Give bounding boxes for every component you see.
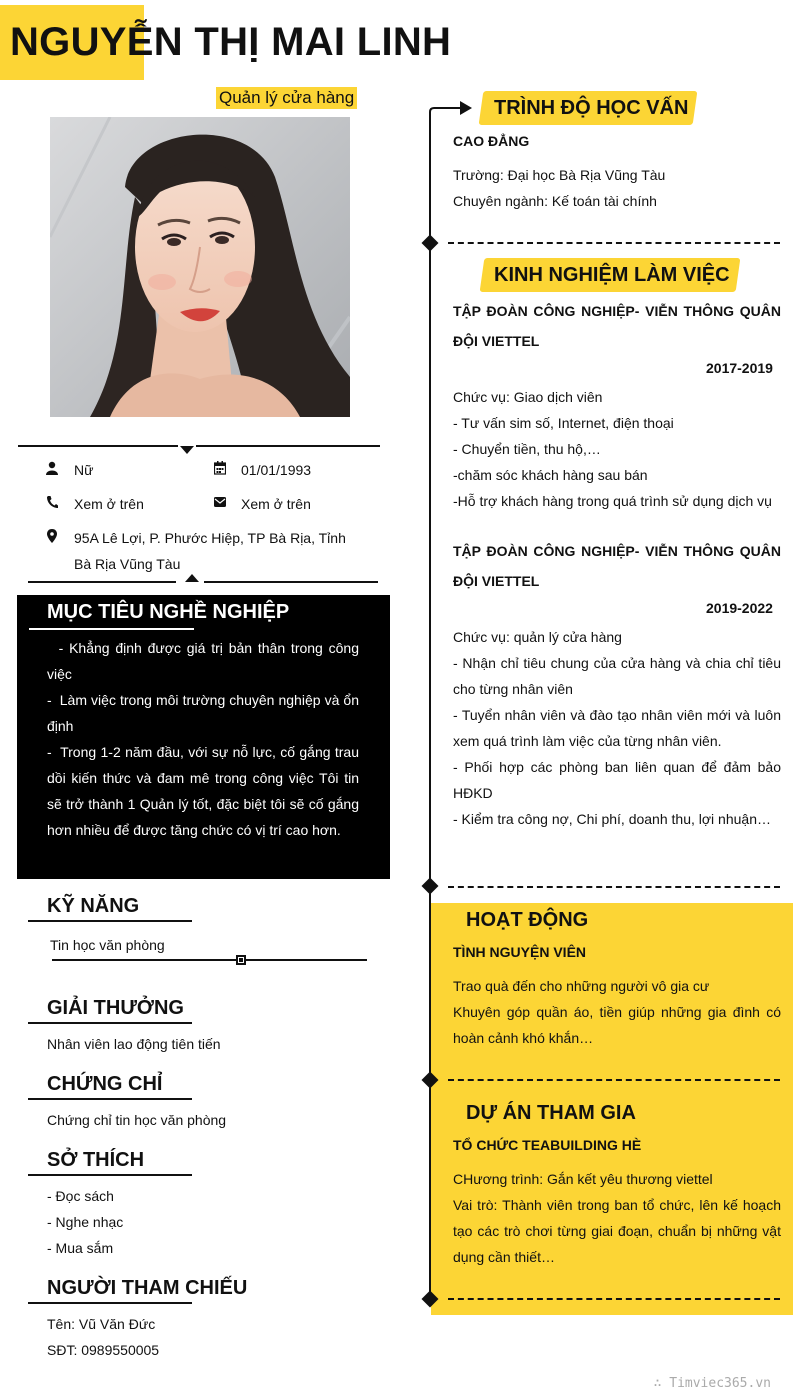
projects-title: DỰ ÁN THAM GIA	[466, 1102, 636, 1124]
skills-underline	[28, 920, 192, 922]
job-1-line: - Chuyển tiền, thu hộ,…	[453, 441, 601, 457]
user-icon	[46, 461, 58, 475]
phone-icon	[46, 495, 58, 509]
education-major: Chuyên ngành: Kế toán tài chính	[453, 193, 657, 209]
awards-title: GIẢI THƯỞNG	[47, 997, 184, 1019]
job-1-company: TẬP ĐOÀN CÔNG NGHIỆP- VIỄN THÔNG QUÂN ĐỘI VIETTEL	[453, 303, 781, 349]
hobby-item: - Đọc sách	[47, 1188, 114, 1204]
timeline-separator	[448, 1079, 780, 1081]
email-value: Xem ở trên	[241, 496, 311, 512]
job-2-line: - Nhận chỉ tiêu chung của cửa hàng và chia chỉ tiêu cho từng nhân viên	[453, 655, 781, 697]
experience-title: KINH NGHIỆM LÀM VIỆC	[494, 264, 730, 286]
job-1-line: Chức vụ: Giao dịch viên	[453, 389, 603, 405]
project-line: CHương trình: Gắn kết yêu thương viettel	[453, 1171, 713, 1187]
phone-value: Xem ở trên	[74, 496, 144, 512]
awards-underline	[28, 1022, 192, 1024]
education-level: CAO ĐẲNG	[453, 133, 530, 149]
hobby-item: - Mua sắm	[47, 1240, 114, 1256]
objective-line-3: - Trong 1-2 năm đầu, với sự nỗ lực, cố gắng trau dồi kiến thức và đam mê trong công việc Tôi tin sẽ trở thành 1 Quản lý tốt, đặc biệt tôi sẽ cố gắng hơn nhiều để được tăng chức có vị trí cao hơn.	[47, 744, 363, 838]
reference-phone: SĐT: 0989550005	[47, 1342, 160, 1358]
job-1-line: -Hỗ trợ khách hàng trong quá trình sử dụng dịch vụ	[453, 493, 772, 509]
timeline-arrow-icon	[428, 98, 474, 124]
skill-level-track	[52, 959, 367, 961]
calendar-icon	[214, 461, 226, 475]
birthday-value: 01/01/1993	[241, 462, 312, 478]
watermark: ∴ Timviec365.vn	[653, 1376, 771, 1391]
divider-arrow-down	[180, 446, 194, 454]
job-title: Quản lý cửa hàng	[216, 87, 357, 109]
divider-left-bottom	[28, 581, 176, 583]
job-1-line: -chăm sóc khách hàng sau bán	[453, 467, 648, 483]
objective-title: MỤC TIÊU NGHỀ NGHIỆP	[47, 601, 290, 623]
timeline-marker	[422, 878, 439, 895]
job-2-line: Chức vụ: quản lý cửa hàng	[453, 629, 622, 645]
activities-role: TÌNH NGUYỆN VIÊN	[453, 944, 587, 960]
divider-left	[18, 445, 178, 447]
objective-section	[17, 595, 390, 879]
activities-title: HOẠT ĐỘNG	[466, 909, 589, 931]
job-2-company: TẬP ĐOÀN CÔNG NGHIỆP- VIỄN THÔNG QUÂN ĐỘI VIETTEL	[453, 543, 781, 589]
hobbies-title: SỞ THÍCH	[47, 1149, 145, 1171]
divider-right	[196, 445, 380, 447]
skill-level-marker	[236, 955, 246, 965]
job-1-period: 2017-2019	[706, 360, 773, 376]
objective-line-2: - Làm việc trong môi trường chuyên nghiệp và ổn định	[47, 692, 363, 734]
hobby-item: - Nghe nhạc	[47, 1214, 124, 1230]
timeline-separator	[448, 886, 780, 888]
divider-right-bottom	[204, 581, 378, 583]
job-2-period: 2019-2022	[706, 600, 773, 616]
education-title: TRÌNH ĐỘ HỌC VẤN	[494, 97, 689, 119]
education-school: Trường: Đại học Bà Rịa Vũng Tàu	[453, 167, 666, 183]
timeline-marker	[422, 235, 439, 252]
activities-line: Trao quà đến cho những người vô gia cư	[453, 978, 710, 994]
hobbies-underline	[28, 1174, 192, 1176]
timeline-separator	[448, 1298, 780, 1300]
location-icon	[46, 529, 58, 543]
timeline-separator	[448, 242, 780, 244]
job-2-line: - Kiểm tra công nợ, Chi phí, doanh thu, lợi nhuận…	[453, 811, 771, 827]
references-title: NGƯỜI THAM CHIẾU	[47, 1277, 248, 1299]
awards-text: Nhân viên lao động tiên tiến	[47, 1036, 221, 1052]
job-2-line: - Tuyển nhân viên và đào tạo nhân viên mới và luôn xem quá trình làm việc của từng nhân viên.	[453, 707, 781, 749]
certificates-underline	[28, 1098, 192, 1100]
job-2-line: - Phối hợp các phòng ban liên quan để đảm bảo HĐKD	[453, 759, 781, 801]
project-line: Vai trò: Thành viên trong ban tổ chức, lên kế hoạch tạo các trò chơi từng giai đoạn, chuẩn bị những vật dụng cần thiết…	[453, 1197, 781, 1265]
skills-title: KỸ NĂNG	[47, 895, 140, 917]
divider-arrow-up	[185, 574, 199, 582]
objective-line-1: - Khẳng định được giá trị bản thân trong công việc	[47, 640, 363, 682]
certificates-text: Chứng chỉ tin học văn phòng	[47, 1112, 227, 1128]
skill-name: Tin học văn phòng	[50, 937, 165, 953]
activities-line: Khuyên góp quần áo, tiền giúp những gia đình có hoàn cảnh khó khắn…	[453, 1004, 781, 1046]
address-line-1: 95A Lê Lợi, P. Phước Hiệp, TP Bà Rịa, Tỉnh	[74, 530, 346, 546]
profile-photo	[50, 117, 350, 417]
address-line-2: Bà Rịa Vũng Tàu	[74, 556, 181, 572]
objective-underline	[29, 628, 194, 630]
gender-value: Nữ	[74, 462, 94, 478]
candidate-name: NGUYỄN THỊ MAI LINH	[10, 20, 452, 64]
job-1-line: - Tư vấn sim số, Internet, điện thoại	[453, 415, 674, 431]
email-icon	[214, 495, 226, 509]
reference-name: Tên: Vũ Văn Đức	[47, 1316, 156, 1332]
certificates-title: CHỨNG CHỈ	[47, 1073, 163, 1095]
project-name: TỔ CHỨC TEABUILDING HÈ	[453, 1137, 642, 1153]
references-underline	[28, 1302, 192, 1304]
